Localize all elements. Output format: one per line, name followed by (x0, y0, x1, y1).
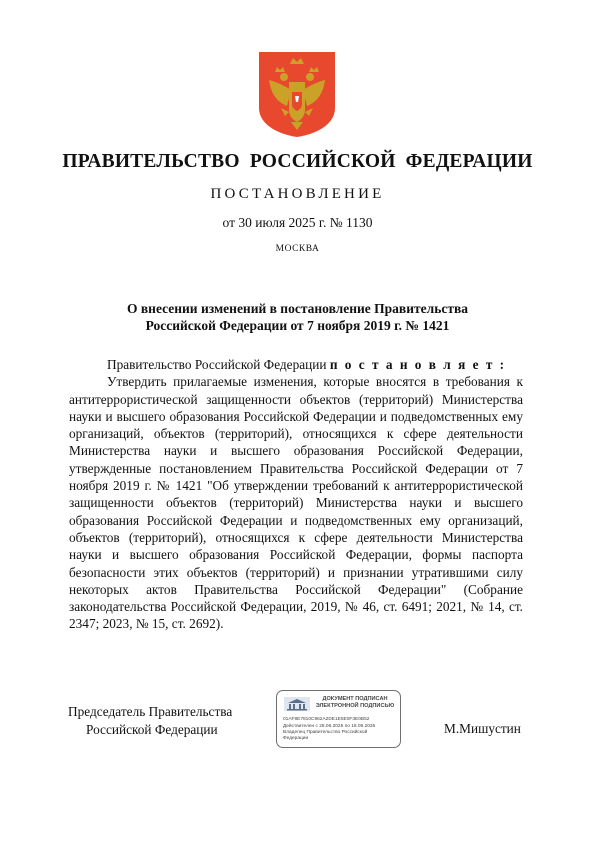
stamp-owner-line-2: Федерации (283, 736, 309, 741)
document-heading (60, 300, 535, 334)
heading-line-2: Российской Федерации от 7 ноября 2019 г. № 1421 (145, 318, 450, 333)
document-city: МОСКВА (275, 244, 320, 254)
document-date-number: от 30 июля 2025 г. № 1130 (222, 215, 373, 230)
main-paragraph: Утвердить прилагаемые изменения, которые вносятся в требования к антитеррористической защищенности объектов (территорий) Министерства науки и высшего образования Российской Федерации и подведомственных ему организаций, объектов (территорий), относящихся к сфере деятельности Министерства науки и высшего образования Российской Федерации, утвержденные постановлением Правительства Российской Федерации от 7 ноября 2019 г. № 1421 "Об утверждении требований к антитеррористической защищенности объектов (территорий) Министерства науки и высшего образования Российской Федерации и подведомственных ему организаций, объектов (территорий), относящихся к сфере деятельности Министерства науки и высшего образования Российской Федерации, формы паспорта безопасности этих объектов (территорий) и признании утратившими силу некоторых актов Правительства Российской Федерации" (Собрание законодательства Российской Федерации, 2019, № 46, ст. 6491; 2021, № 14, ст. 2347; 2023, № 15, ст. 2692). (69, 374, 523, 632)
stamp-owner-line-1: Владелец Правительство Российской (283, 730, 368, 735)
stamp-title-line-2: ЭЛЕКТРОННОЙ ПОДПИСЬЮ (315, 702, 395, 709)
heading-line-1: О внесении изменений в постановление Правительства (127, 301, 468, 316)
stamp-validity: Действителен с 28.06.2025 по 18.09.2026 (283, 724, 376, 729)
signatory-position-line-1: Председатель Правительства (68, 704, 233, 719)
stamp-title (313, 696, 397, 709)
resolves-word: п о с т а н о в л я е т : (329, 357, 507, 372)
coat-of-arms-icon (257, 50, 337, 138)
electronic-signature-stamp (276, 690, 401, 748)
signatory-name: М.Мишустин (444, 721, 521, 736)
document-type: ПОСТАНОВЛЕНИЕ (210, 186, 385, 202)
resolution-intro (69, 356, 523, 373)
government-building-icon (284, 697, 310, 711)
stamp-certificate: 01АF8E7810C962A2DE1E5E0F3E0B52 (283, 717, 370, 722)
signatory-position-line-2: Российской Федерации (86, 722, 218, 737)
government-title: ПРАВИТЕЛЬСТВО РОССИЙСКОЙ ФЕДЕРАЦИИ (62, 151, 533, 172)
document-body (69, 356, 523, 633)
signatory-position (68, 703, 232, 739)
intro-text: Правительство Российской Федерации (107, 357, 327, 372)
stamp-title-line-1: ДОКУМЕНТ ПОДПИСАН (322, 696, 388, 702)
